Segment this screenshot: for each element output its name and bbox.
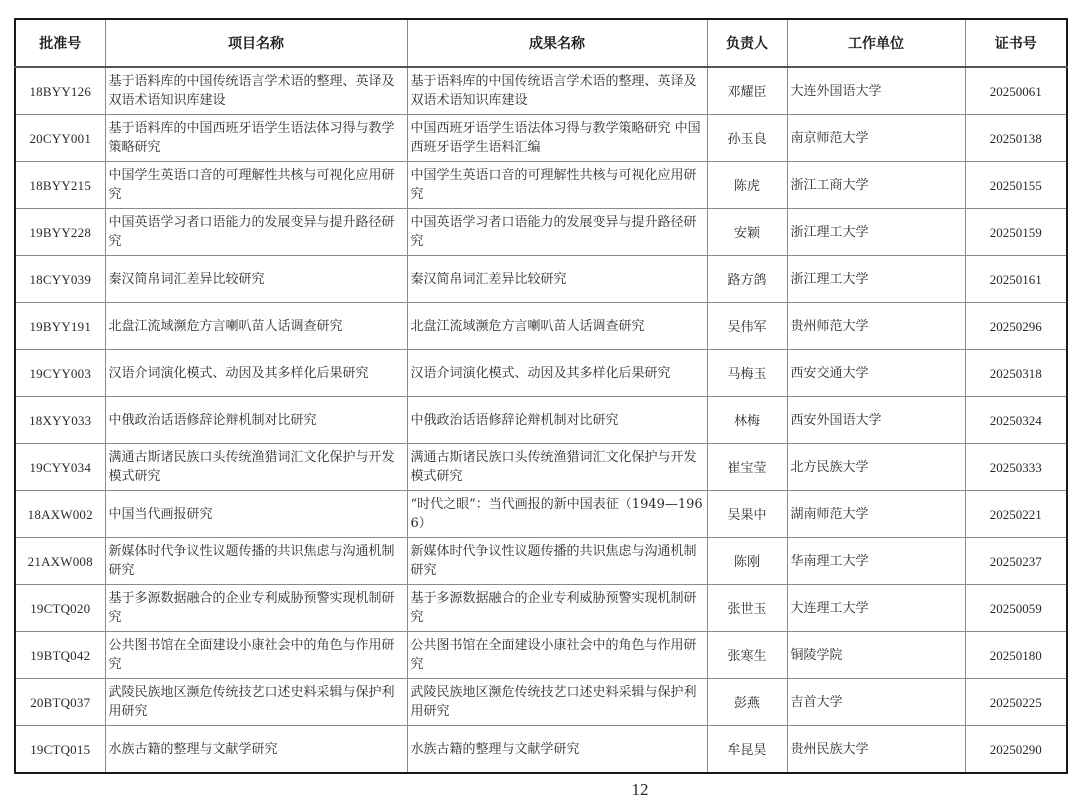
- result-name-cell: 中国学生英语口音的可理解性共核与可视化应用研究: [407, 162, 707, 209]
- work-unit-cell: 贵州民族大学: [787, 726, 965, 774]
- certificate-no-cell: 20250237: [965, 538, 1067, 585]
- project-name-cell: 北盘江流域濒危方言喇叭苗人话调查研究: [105, 303, 407, 350]
- work-unit-cell: 贵州师范大学: [787, 303, 965, 350]
- work-unit-cell: 华南理工大学: [787, 538, 965, 585]
- header-approval-no: 批准号: [15, 19, 105, 67]
- leader-cell: 邓耀臣: [707, 67, 787, 115]
- table-row: [15, 209, 1067, 256]
- work-unit-cell: 吉首大学: [787, 679, 965, 726]
- approval-no-cell: 19CYY034: [15, 444, 105, 491]
- leader-cell: 孙玉良: [707, 115, 787, 162]
- leader-cell: 林梅: [707, 397, 787, 444]
- table-row: [15, 115, 1067, 162]
- leader-cell: 路方鸽: [707, 256, 787, 303]
- certificate-no-cell: 20250318: [965, 350, 1067, 397]
- certificate-no-cell: 20250061: [965, 67, 1067, 115]
- certificate-no-cell: 20250296: [965, 303, 1067, 350]
- result-name-cell: 武陵民族地区濒危传统技艺口述史料采辑与保护利用研究: [407, 679, 707, 726]
- table-row: [15, 585, 1067, 632]
- work-unit-cell: 大连理工大学: [787, 585, 965, 632]
- work-unit-cell: 浙江理工大学: [787, 209, 965, 256]
- certificate-no-cell: 20250333: [965, 444, 1067, 491]
- header-result-name: 成果名称: [407, 19, 707, 67]
- result-name-text: 中国西班牙语学生语法体习得与教学策略研究 中国西班牙语学生语料汇编: [410, 121, 701, 155]
- result-name-cell: 基于多源数据融合的企业专利威胁预警实现机制研究: [407, 585, 707, 632]
- certificate-no-cell: 20250155: [965, 162, 1067, 209]
- result-name-cell: 秦汉简帛词汇差异比较研究: [407, 256, 707, 303]
- certificate-no-cell: 20250324: [965, 397, 1067, 444]
- approval-no-cell: 19CTQ015: [15, 726, 105, 774]
- certificate-no-cell: 20250290: [965, 726, 1067, 774]
- header-certificate-no: 证书号: [965, 19, 1067, 67]
- certificate-no-cell: 20250225: [965, 679, 1067, 726]
- leader-cell: 崔宝莹: [707, 444, 787, 491]
- header-project-name: 项目名称: [105, 19, 407, 67]
- project-name-cell: 新媒体时代争议性议题传播的共识焦虑与沟通机制研究: [105, 538, 407, 585]
- approval-no-cell: 18XYY033: [15, 397, 105, 444]
- certificate-no-cell: 20250161: [965, 256, 1067, 303]
- result-name-cell: 基于语料库的中国传统语言学术语的整理、英译及双语术语知识库建设: [407, 67, 707, 115]
- leader-cell: 彭燕: [707, 679, 787, 726]
- leader-cell: 吴伟军: [707, 303, 787, 350]
- approval-no-cell: 18BYY126: [15, 67, 105, 115]
- header-work-unit: 工作单位: [787, 19, 965, 67]
- result-name-cell: 新媒体时代争议性议题传播的共识焦虑与沟通机制研究: [407, 538, 707, 585]
- work-unit-cell: 铜陵学院: [787, 632, 965, 679]
- project-name-cell: 秦汉简帛词汇差异比较研究: [105, 256, 407, 303]
- certificate-no-cell: 20250159: [965, 209, 1067, 256]
- project-name-cell: 汉语介词演化模式、动因及其多样化后果研究: [105, 350, 407, 397]
- table-header: [15, 19, 1067, 67]
- work-unit-cell: 湖南师范大学: [787, 491, 965, 538]
- project-name-cell: 水族古籍的整理与文献学研究: [105, 726, 407, 774]
- work-unit-cell: 北方民族大学: [787, 444, 965, 491]
- approval-no-cell: 18CYY039: [15, 256, 105, 303]
- table-row: [15, 256, 1067, 303]
- work-unit-cell: 南京师范大学: [787, 115, 965, 162]
- header-row: [15, 19, 1067, 67]
- approval-no-cell: 20CYY001: [15, 115, 105, 162]
- project-name-cell: 武陵民族地区濒危传统技艺口述史料采辑与保护利用研究: [105, 679, 407, 726]
- certificate-no-cell: 20250138: [965, 115, 1067, 162]
- table-row: [15, 350, 1067, 397]
- certificate-no-cell: 20250180: [965, 632, 1067, 679]
- result-name-cell: 北盘江流域濒危方言喇叭苗人话调查研究: [407, 303, 707, 350]
- work-unit-cell: 浙江工商大学: [787, 162, 965, 209]
- result-name-cell: 中国英语学习者口语能力的发展变异与提升路径研究: [407, 209, 707, 256]
- page-number: 12: [631, 780, 649, 799]
- leader-cell: 陈虎: [707, 162, 787, 209]
- approval-no-cell: 19CTQ020: [15, 585, 105, 632]
- table-row: [15, 726, 1067, 774]
- project-name-cell: 中国当代画报研究: [105, 491, 407, 538]
- table-row: [15, 303, 1067, 350]
- table-row: [15, 162, 1067, 209]
- result-name-cell: 中俄政治话语修辞论辩机制对比研究: [407, 397, 707, 444]
- result-name-cell: “时代之眼”：当代画报的新中国表征（1949—1966）: [407, 491, 707, 538]
- project-name-cell: 基于多源数据融合的企业专利威胁预警实现机制研究: [105, 585, 407, 632]
- table-row: [15, 679, 1067, 726]
- leader-cell: 吴果中: [707, 491, 787, 538]
- leader-cell: 张世玉: [707, 585, 787, 632]
- header-leader: 负责人: [707, 19, 787, 67]
- result-name-cell: 满通古斯诸民族口头传统渔猎词汇文化保护与开发模式研究: [407, 444, 707, 491]
- result-name-cell: 公共图书馆在全面建设小康社会中的角色与作用研究: [407, 632, 707, 679]
- leader-cell: 牟昆昊: [707, 726, 787, 774]
- table-row: [15, 538, 1067, 585]
- table-row: [15, 67, 1067, 115]
- work-unit-cell: 大连外国语大学: [787, 67, 965, 115]
- work-unit-cell: 西安交通大学: [787, 350, 965, 397]
- project-name-cell: 中国学生英语口音的可理解性共核与可视化应用研究: [105, 162, 407, 209]
- project-results-table: [14, 18, 1068, 774]
- result-name-cell: 汉语介词演化模式、动因及其多样化后果研究: [407, 350, 707, 397]
- table-row: [15, 444, 1067, 491]
- certificate-no-cell: 20250059: [965, 585, 1067, 632]
- project-name-cell: 公共图书馆在全面建设小康社会中的角色与作用研究: [105, 632, 407, 679]
- leader-cell: 陈刚: [707, 538, 787, 585]
- table-row: [15, 397, 1067, 444]
- result-name-cell: [407, 115, 707, 162]
- approval-no-cell: 19BYY191: [15, 303, 105, 350]
- project-name-cell: 基于语料库的中国西班牙语学生语法体习得与教学策略研究: [105, 115, 407, 162]
- work-unit-cell: 西安外国语大学: [787, 397, 965, 444]
- approval-no-cell: 19BYY228: [15, 209, 105, 256]
- leader-cell: 马梅玉: [707, 350, 787, 397]
- certificate-no-cell: 20250221: [965, 491, 1067, 538]
- approval-no-cell: 20BTQ037: [15, 679, 105, 726]
- result-name-cell: 水族古籍的整理与文献学研究: [407, 726, 707, 774]
- approval-no-cell: 19CYY003: [15, 350, 105, 397]
- approval-no-cell: 18AXW002: [15, 491, 105, 538]
- table-row: [15, 632, 1067, 679]
- project-name-cell: 中国英语学习者口语能力的发展变异与提升路径研究: [105, 209, 407, 256]
- leader-cell: 张寒生: [707, 632, 787, 679]
- project-name-cell: 基于语料库的中国传统语言学术语的整理、英译及双语术语知识库建设: [105, 67, 407, 115]
- approval-no-cell: 21AXW008: [15, 538, 105, 585]
- approval-no-cell: 19BTQ042: [15, 632, 105, 679]
- leader-cell: 安颖: [707, 209, 787, 256]
- project-name-cell: 中俄政治话语修辞论辩机制对比研究: [105, 397, 407, 444]
- project-name-cell: 满通古斯诸民族口头传统渔猎词汇文化保护与开发模式研究: [105, 444, 407, 491]
- table-row: [15, 491, 1067, 538]
- table-body: [15, 67, 1067, 773]
- approval-no-cell: 18BYY215: [15, 162, 105, 209]
- work-unit-cell: 浙江理工大学: [787, 256, 965, 303]
